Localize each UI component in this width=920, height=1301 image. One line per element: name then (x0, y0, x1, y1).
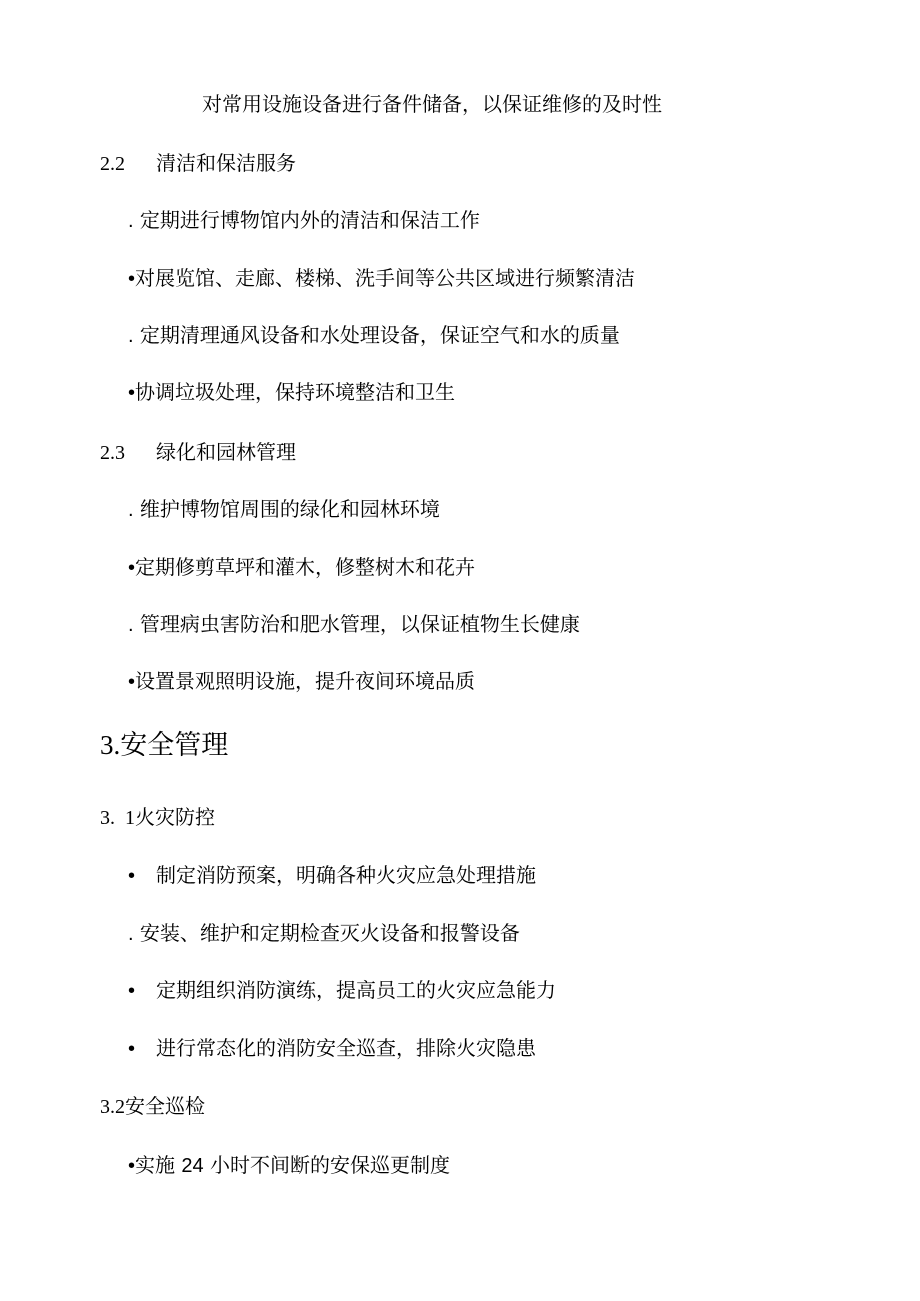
list-item-text: 定期进行博物馆内外的清洁和保洁工作 (139, 208, 480, 232)
heading-2-2 (100, 151, 296, 176)
list-item-text: 协调垃圾处理，保持环境整洁和卫生 (135, 380, 456, 404)
list-item (128, 208, 480, 233)
bullet-mark: • (128, 980, 136, 1002)
list-item (128, 669, 475, 694)
paragraph-text: 对常用设施设备进行备件储备，以保证维修的及时性 (202, 92, 662, 116)
list-item (128, 1036, 536, 1061)
list-item (128, 1153, 450, 1178)
list-item-text: 定期清理通风设备和水处理设备，保证空气和水的质量 (139, 323, 620, 347)
bullet-mark: • (128, 671, 136, 693)
bullet-mark: • (128, 557, 136, 579)
bullet-mark: • (128, 1038, 136, 1060)
heading-number: 3. 1 (100, 807, 135, 829)
heading-number: 2.2 (100, 153, 125, 175)
heading-number: 2.3 (100, 442, 125, 464)
heading-3 (100, 729, 228, 762)
heading-2-3 (100, 440, 296, 465)
bullet-mark: • (128, 382, 136, 404)
heading-title: 火灾防控 (135, 805, 215, 829)
bullet-mark: . (128, 325, 134, 347)
bullet-mark: . (128, 614, 134, 636)
list-item-text: 安装、维护和定期检查灭火设备和报警设备 (139, 921, 520, 945)
heading-title: 安全管理 (120, 730, 229, 761)
list-item (128, 380, 455, 405)
list-item (128, 978, 556, 1003)
heading-3-2 (100, 1094, 205, 1119)
list-item-text: 实施 (135, 1153, 176, 1177)
bullet-mark: . (128, 499, 134, 521)
bullet-mark: • (128, 1155, 136, 1177)
list-item-text: 小时不间断的安保巡更制度 (209, 1153, 450, 1177)
list-item-text: 对展览馆、走廊、楼梯、洗手间等公共区域进行频繁清洁 (135, 266, 636, 290)
list-item (128, 555, 475, 580)
list-item-text: 维护博物馆周围的绿化和园林环境 (139, 497, 440, 521)
list-item-text: 管理病虫害防治和肥水管理，以保证植物生长健康 (139, 612, 580, 636)
list-item (128, 612, 580, 637)
list-item-text: 制定消防预案，明确各种火灾应急处理措施 (156, 863, 536, 887)
bullet-mark: • (128, 268, 136, 290)
heading-number: 3.2 (100, 1096, 125, 1118)
hours-number: 24 (181, 1155, 204, 1177)
paragraph-spare-parts (202, 92, 662, 116)
list-item-text: 定期修剪草坪和灌木，修整树木和花卉 (135, 555, 476, 579)
list-item-text: 进行常态化的消防安全巡查，排除火灾隐患 (156, 1036, 536, 1060)
list-item (128, 323, 620, 348)
list-item (128, 497, 440, 522)
list-item-text: 定期组织消防演练，提高员工的火灾应急能力 (156, 978, 556, 1002)
list-item-text: 设置景观照明设施，提升夜间环境品质 (135, 669, 476, 693)
list-item (128, 863, 536, 888)
bullet-mark: . (128, 210, 134, 232)
heading-3-1 (100, 805, 215, 830)
heading-title: 清洁和保洁服务 (156, 151, 296, 175)
heading-number: 3. (100, 730, 121, 760)
heading-title: 安全巡检 (125, 1094, 205, 1118)
bullet-mark: . (128, 923, 134, 945)
list-item (128, 266, 635, 291)
bullet-mark: • (128, 865, 136, 887)
list-item (128, 921, 520, 946)
heading-title: 绿化和园林管理 (156, 440, 296, 464)
